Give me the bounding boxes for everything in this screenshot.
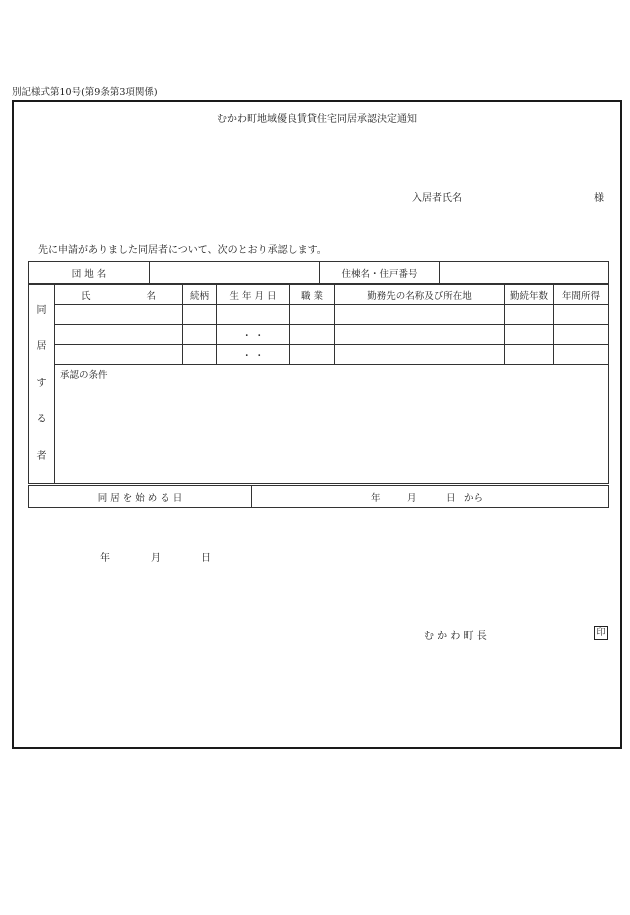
header-occupation: 職 業 [290, 285, 335, 305]
cell-name [55, 325, 183, 345]
cell-occupation [290, 305, 335, 325]
cell-workplace [335, 305, 505, 325]
start-date-label: 同 居 を 始 め る 日 [29, 486, 252, 508]
issue-day-label: 日 [201, 553, 211, 564]
cell-occupation [290, 325, 335, 345]
conditions-label: 承認の条件 [60, 370, 108, 381]
cohabitant-vertical-label [29, 285, 55, 484]
table-row [29, 345, 609, 365]
start-day-label: 日 [446, 493, 456, 504]
intro-text: 先に申請がありました同居者について、次のとおり承認します。 [38, 245, 327, 256]
recipient-honorific: 様 [594, 193, 604, 204]
cell-workplace [335, 345, 505, 365]
header-name-second: 名 [146, 290, 156, 302]
recipient-name-label: 入居者氏名 [412, 193, 462, 204]
cohabitant-label-char: 者 [36, 450, 47, 462]
cohabitant-label-char: す [36, 377, 47, 389]
property-table [28, 261, 609, 284]
header-years: 勤続年数 [505, 285, 554, 305]
danchi-label: 団 地 名 [29, 262, 150, 284]
cell-birthdate: ・ ・ [217, 345, 290, 365]
table-row [29, 305, 609, 325]
cell-years [505, 325, 554, 345]
start-date-value [252, 486, 609, 508]
header-name [55, 285, 183, 305]
cell-income [554, 305, 609, 325]
start-month-label: 月 [407, 493, 417, 504]
issue-year-label: 年 [100, 553, 110, 564]
danchi-value [150, 262, 320, 284]
header-income: 年間所得 [554, 285, 609, 305]
cell-years [505, 305, 554, 325]
cohabitant-label-char: る [36, 414, 47, 426]
document-title: むかわ町地域優良賃貸住宅同居承認決定通知 [217, 114, 417, 125]
cell-income [554, 325, 609, 345]
unit-value [440, 262, 609, 284]
cell-relation [183, 305, 217, 325]
seal-mark: 印 [594, 626, 608, 640]
conditions-cell [55, 365, 609, 484]
cell-birthdate: ・ ・ [217, 325, 290, 345]
form-number-label: 別記様式第10号(第9条第3項関係) [12, 87, 158, 98]
cohabitant-table [28, 284, 609, 484]
cell-occupation [290, 345, 335, 365]
cell-name [55, 305, 183, 325]
header-birthdate: 生 年 月 日 [217, 285, 290, 305]
start-date-table [28, 485, 609, 508]
signer-title: む か わ 町 長 [424, 631, 487, 642]
header-workplace: 勤務先の名称及び所在地 [335, 285, 505, 305]
start-year-label: 年 [371, 493, 381, 504]
cell-birthdate [217, 305, 290, 325]
start-suffix: から [464, 493, 484, 504]
cell-relation [183, 345, 217, 365]
header-name-first: 氏 [81, 290, 91, 302]
issue-month-label: 月 [151, 553, 161, 564]
unit-label: 住棟名・住戸番号 [320, 262, 440, 284]
cell-years [505, 345, 554, 365]
cell-relation [183, 325, 217, 345]
cell-name [55, 345, 183, 365]
table-row [29, 325, 609, 345]
header-relation: 続柄 [183, 285, 217, 305]
cell-income [554, 345, 609, 365]
cohabitant-label-char: 同 [36, 304, 47, 316]
cell-workplace [335, 325, 505, 345]
cohabitant-label-char: 居 [36, 341, 47, 353]
